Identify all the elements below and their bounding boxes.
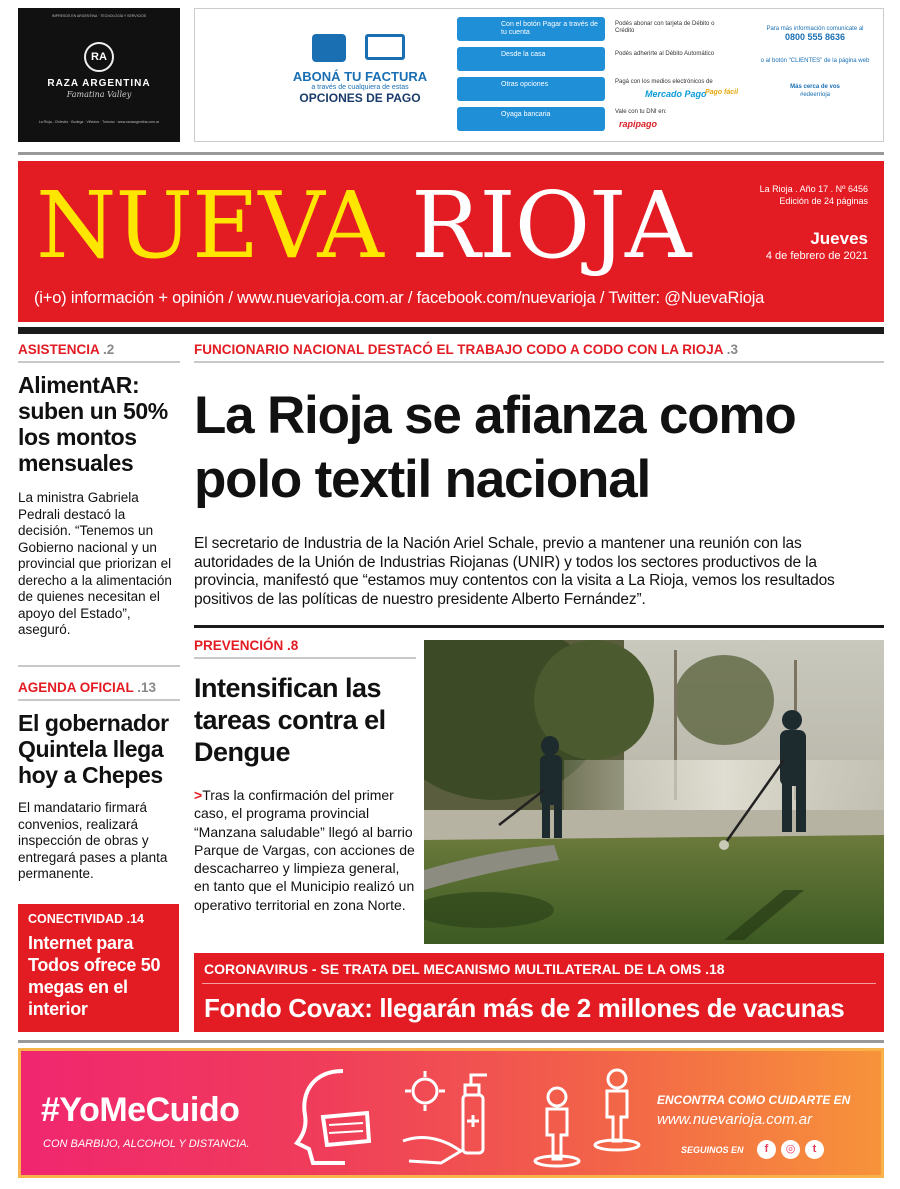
ad-hashtag: #edeerrioja — [799, 92, 831, 98]
ad-option-otras: Otras opciones — [457, 77, 605, 101]
headline-quintela[interactable]: El gobernador Quintela llega hoy a Chepes — [18, 710, 169, 788]
edition-pages: Edición de 24 páginas — [779, 196, 868, 206]
monitor-icon — [365, 34, 405, 60]
ad-brand-subtitle: Famatina Valley — [66, 90, 132, 99]
ad-tiny-text: IMPRESOS EN ARGENTINA · TECNOLOGÍA Y SERVICIOS — [51, 14, 147, 18]
ad-raza-argentina[interactable] — [18, 8, 180, 142]
ad-seguinos: SEGUINOS EN — [681, 1145, 744, 1155]
kicker-underline — [18, 699, 180, 701]
kicker-page: .3 — [726, 342, 739, 357]
body-alimentar: La ministra Gabriela Pedrali destacó la decisión. “Tenemos un Gobierno nacional y un provincial que priorizan el derecho a la alimentación de quienes necesitan el apoyo del Estado”, aseguró. — [18, 490, 172, 637]
ad-contact — [755, 25, 875, 99]
edition-date: 4 de febrero de 2021 — [765, 250, 868, 262]
edition-info — [760, 183, 868, 263]
body-dengue — [194, 786, 416, 914]
face-mask-icon — [283, 1063, 383, 1167]
headline-covax: Fondo Covax: llegarán más de 2 millones de vacunas — [204, 993, 845, 1023]
house-icon — [312, 34, 346, 62]
bottom-rule — [18, 1040, 884, 1043]
main-headline[interactable]: La Rioja se afianza como polo textil nacional — [194, 386, 796, 509]
masthead-bottom-rule — [18, 327, 884, 334]
kicker-coronavirus: CORONAVIRUS - SE TRATA DEL MECANISMO MULTILATERAL DE LA OMS .18 — [204, 961, 725, 977]
ad-yomecuido-sub: CON BARBIJO, ALCOHOL Y DISTANCIA. — [43, 1138, 250, 1150]
mercadopago-logo: Mercado Pago — [645, 89, 707, 99]
photo-dengue-workers — [424, 640, 884, 944]
kicker-funcionario — [194, 342, 738, 357]
kicker-underline — [18, 361, 180, 363]
newspaper-title — [36, 171, 690, 281]
title-word-rioja: RIOJA — [411, 172, 691, 279]
ad-pay-text: Vale con tu DNI en: — [615, 109, 667, 115]
kicker-underline — [194, 361, 884, 363]
ad-abona-options: OPCIONES DE PAGO — [299, 91, 421, 105]
ad-pay-text: Podés abonar con tarjeta de Débito o Crédito — [615, 21, 715, 34]
ad-url[interactable]: www.nuevarioja.com.ar — [657, 1111, 813, 1128]
ad-pay-text: Podés adherirte al Débito Automático — [615, 51, 715, 57]
rapipago-logo: rapipago — [619, 119, 658, 129]
title-word-nueva: NUEVA — [36, 172, 383, 279]
ad-contact-text: Para más información comunicate al — [766, 26, 864, 32]
kicker-label: ASISTENCIA — [18, 342, 100, 357]
headline-dengue[interactable]: Intensifican las tareas contra el Dengue — [194, 673, 386, 767]
main-body: El secretario de Industria de la Nación Ariel Schale, previo a mantener una reunión con las autoridades de la Unión de Industrias Riojanas (UNIR) y todos los sectores productivos de la provincia, manifestó que “estamos muy contentos con la visita a La Rioja, vemos los resultados positivos de las políticas de nuestro presidente Alberto Fernández”. — [194, 535, 835, 608]
covax-divider — [202, 983, 876, 984]
top-rule — [18, 152, 884, 155]
ad-contact-text3: Más cerca de vos — [790, 84, 840, 90]
kicker-label: AGENDA OFICIAL — [18, 680, 134, 695]
kicker-label: FUNCIONARIO NACIONAL DESTACÓ EL TRABAJO CODO A CODO CON LA RIOJA — [194, 342, 724, 357]
ad-option-pagar: Con el botón Pagar a través de tu cuenta — [457, 17, 605, 41]
ad-option-banco: Oyaga bancaria — [457, 107, 605, 131]
ad-phone: 0800 555 8636 — [784, 32, 846, 42]
ad-abona-title: ABONÁ TU FACTURA — [292, 69, 428, 84]
main-rule — [194, 625, 884, 628]
edition-day: Jueves — [810, 229, 868, 248]
social-distance-icon — [531, 1065, 641, 1169]
kicker-underline — [194, 657, 416, 659]
hand-sanitizer-icon — [401, 1065, 491, 1169]
kicker-agenda — [18, 680, 156, 695]
kicker-conectividad: CONECTIVIDAD .14 — [28, 912, 144, 926]
ad-payment-options[interactable] — [194, 8, 884, 142]
side-separator — [18, 665, 180, 667]
ad-tiny-footer: La Rioja - Chilecito · Bodega · Viñedos · Turismo · www.razaargentina.com.ar — [38, 120, 160, 124]
body-dengue-text: Tras la confirmación del primer caso, el programa provincial “Manzana saludable” llegó al barrio Parque de Vargas, con acciones de descacharreo y limpieza general, en tanto que el Municipio realizó un operativo territorial en zona Norte. — [194, 787, 415, 913]
instagram-icon[interactable]: ◎ — [781, 1140, 800, 1159]
ad-encontra-text: ENCONTRA COMO CUIDARTE EN — [657, 1093, 851, 1107]
pagofacil-logo: Pago fácil — [705, 89, 739, 96]
arrow-marker: > — [194, 787, 203, 803]
ad-abona-sub: a través de cualquiera de estas — [311, 84, 409, 91]
ad-contact-text2: o al botón "CLIENTES" de la página web — [760, 58, 870, 64]
headline-internet: Internet para Todos ofrece 50 megas en el interior — [28, 933, 161, 1019]
edition-number: La Rioja . Año 17 . Nº 6456 — [759, 184, 868, 194]
headline-alimentar[interactable]: AlimentAR: suben un 50% los montos mensuales — [18, 372, 168, 476]
kicker-asistencia — [18, 342, 114, 357]
ad-hashtag-yomecuido: #YoMeCuido — [41, 1091, 240, 1129]
ad-yomecuido[interactable] — [18, 1048, 884, 1178]
ad-option-casa: Desde la casa — [457, 47, 605, 71]
ra-logo-icon: RA — [84, 42, 114, 72]
ad-abona-block — [280, 69, 440, 105]
box-covax[interactable] — [194, 953, 884, 1032]
masthead — [18, 161, 884, 322]
masthead-tagline[interactable]: (i+o) información + opinión / www.nuevarioja.com.ar / facebook.com/nuevarioja / Twitter: @NuevaRioja — [34, 289, 765, 307]
body-quintela: El mandatario firmará convenios, realizará inspección de obras y entregará pases a planta permanente. — [18, 800, 168, 881]
kicker-page: .2 — [103, 342, 115, 357]
box-conectividad[interactable] — [18, 904, 179, 1032]
kicker-page: .13 — [137, 680, 157, 695]
kicker-prevencion: PREVENCIÓN .8 — [194, 638, 299, 653]
twitter-icon[interactable]: t — [805, 1140, 824, 1159]
ad-pay-text: Pagá con los medios electrónicos de — [615, 79, 713, 85]
ad-brand-name: RAZA ARGENTINA — [47, 78, 151, 89]
facebook-icon[interactable]: f — [757, 1140, 776, 1159]
